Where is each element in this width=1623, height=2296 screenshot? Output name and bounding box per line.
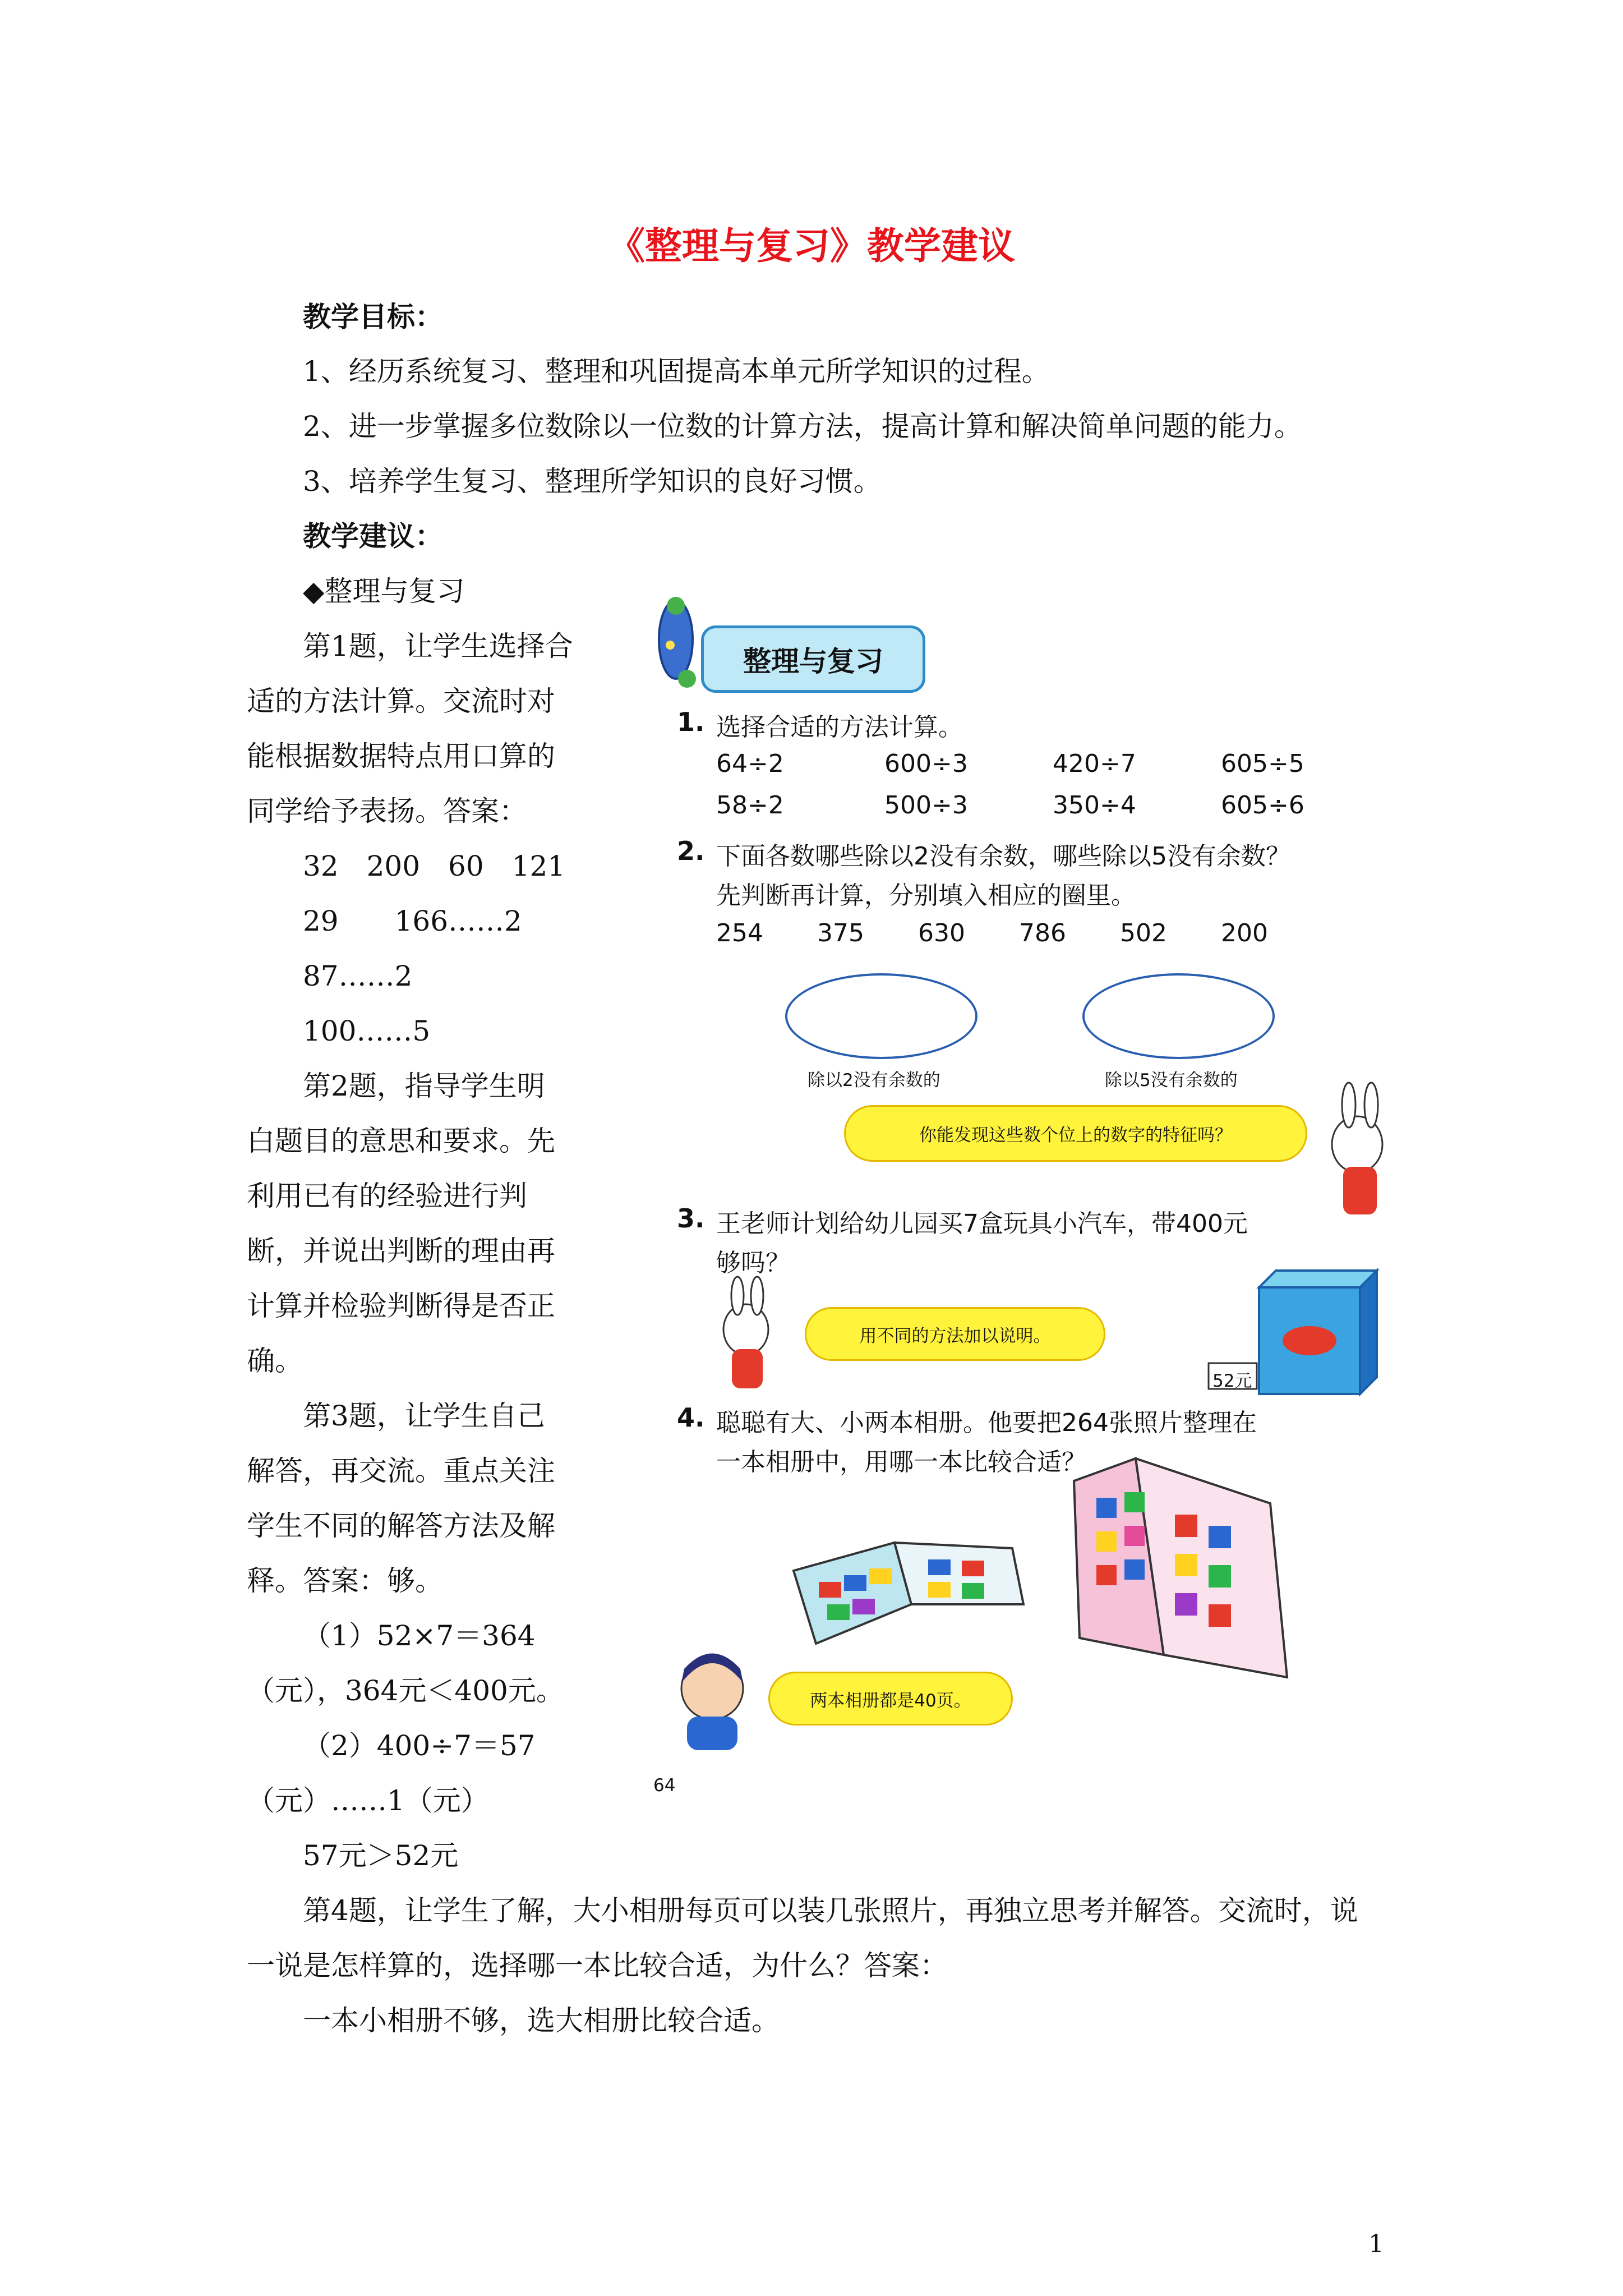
q4-number: 4. xyxy=(677,1402,705,1433)
answer-line: （元），364元＜400元。 xyxy=(247,1674,564,1707)
oval-divisible-by-2 xyxy=(785,973,978,1059)
page-title: 《整理与复习》教学建议 xyxy=(608,224,1015,268)
answer-line: （2）400÷7＝57 xyxy=(303,1729,536,1762)
boy-character-icon xyxy=(681,1654,743,1751)
goals-heading: 教学目标： xyxy=(303,300,443,333)
left-text-line: 同学给予表扬。答案： xyxy=(247,795,527,827)
bottom-text-line: 一本小相册不够，选大相册比较合适。 xyxy=(303,2004,780,2037)
big-album-icon xyxy=(1074,1458,1287,1677)
q4-text: 聪聪有大、小两本相册。他要把264张照片整理在 xyxy=(716,1409,1257,1437)
rabbit-character-icon xyxy=(723,1277,768,1388)
q1-expression: 350÷4 xyxy=(1053,791,1136,820)
q2-number-item: 200 xyxy=(1221,919,1268,947)
left-text-line: 解答，再交流。重点关注 xyxy=(247,1455,555,1487)
answer-line: 29 166……2 xyxy=(303,905,522,937)
bottom-text-line: 一说是怎样算的，选择哪一本比较合适，为什么？答案： xyxy=(247,1949,948,1982)
answer-line: （元）……1（元） xyxy=(247,1784,489,1817)
q1-expression: 600÷3 xyxy=(884,749,968,778)
left-text-line: 白题目的意思和要求。先 xyxy=(247,1125,555,1157)
q3-text: 王老师计划给幼儿园买7盒玩具小汽车，带400元 xyxy=(716,1209,1248,1238)
left-text-line: 第1题，让学生选择合 xyxy=(303,630,573,662)
small-album-icon xyxy=(794,1543,1023,1644)
q1-expression: 605÷5 xyxy=(1221,749,1304,778)
goal-item: 1、经历系统复习、整理和巩固提高本单元所学知识的过程。 xyxy=(303,355,1050,388)
hint-bubble: 用不同的方法加以说明。 xyxy=(805,1307,1105,1361)
page-number: 1 xyxy=(1368,2230,1384,2258)
left-text-line: 利用已有的经验进行判 xyxy=(247,1180,527,1212)
q1-number: 1. xyxy=(677,707,705,737)
left-text-line: 学生不同的解答方法及解 xyxy=(247,1510,555,1542)
hint-bubble: 你能发现这些数个位上的数字的特征吗？ xyxy=(844,1105,1307,1162)
q2-text: 下面各数哪些除以2没有余数，哪些除以5没有余数？ xyxy=(716,842,1290,871)
bottom-text-line: 第4题，让学生了解，大小相册每页可以装几张照片，再独立思考并解答。交流时，说 xyxy=(303,1894,1358,1927)
left-text-line: 断，并说出判断的理由再 xyxy=(247,1235,555,1267)
answer-line: 32 200 60 121 xyxy=(303,850,566,882)
q1-expression: 420÷7 xyxy=(1053,749,1136,778)
oval-divisible-by-5 xyxy=(1082,973,1275,1059)
oval1-label: 除以2没有余数的 xyxy=(808,1070,940,1091)
figure-header: 整理与复习 xyxy=(701,625,925,693)
q1-expression: 605÷6 xyxy=(1221,791,1304,820)
price-tag: 52元 xyxy=(1212,1371,1252,1391)
q2-number-item: 502 xyxy=(1120,919,1167,947)
left-text-line: 第2题，指导学生明 xyxy=(303,1070,545,1102)
suggest-heading: 教学建议： xyxy=(303,519,443,553)
q2-number-item: 630 xyxy=(918,919,965,947)
header-ornament-icon xyxy=(659,597,696,688)
q2-number-item: 786 xyxy=(1019,919,1066,947)
answer-line: 87……2 xyxy=(303,960,413,992)
q3-text: 够吗？ xyxy=(716,1249,790,1277)
rabbit-character-icon xyxy=(1332,1083,1382,1214)
section-label: ◆整理与复习 xyxy=(303,575,465,608)
q2-text: 先判断再计算，分别填入相应的圈里。 xyxy=(716,881,1136,910)
textbook-figure xyxy=(648,595,1410,1801)
q3-number: 3. xyxy=(677,1203,705,1234)
goal-item: 3、培养学生复习、整理所学知识的良好习惯。 xyxy=(303,465,882,498)
q2-number-item: 375 xyxy=(817,919,864,947)
q1-expression: 500÷3 xyxy=(884,791,968,820)
q1-expression: 64÷2 xyxy=(716,749,784,778)
figure-page-number: 64 xyxy=(653,1775,676,1796)
q1-expression: 58÷2 xyxy=(716,791,784,820)
answer-line: 100……5 xyxy=(303,1015,431,1047)
q4-text: 一本相册中，用哪一本比较合适？ xyxy=(716,1448,1086,1476)
q2-number: 2. xyxy=(677,836,705,866)
left-text-line: 计算并检验判断得是否正 xyxy=(247,1290,555,1322)
left-text-line: 第3题，让学生自己 xyxy=(303,1400,545,1432)
left-text-line: 适的方法计算。交流时对 xyxy=(247,685,555,717)
answer-line: 57元＞52元 xyxy=(303,1839,459,1872)
q1-text: 选择合适的方法计算。 xyxy=(716,713,963,742)
left-text-line: 确。 xyxy=(247,1345,303,1377)
q2-number-item: 254 xyxy=(716,919,763,947)
left-text-line: 能根据数据特点用口算的 xyxy=(247,740,555,772)
goal-item: 2、进一步掌握多位数除以一位数的计算方法，提高计算和解决简单问题的能力。 xyxy=(303,410,1302,443)
answer-line: （1）52×7＝364 xyxy=(303,1619,536,1652)
left-text-line: 释。答案：够。 xyxy=(247,1565,443,1597)
hint-bubble: 两本相册都是40页。 xyxy=(768,1672,1013,1726)
oval2-label: 除以5没有余数的 xyxy=(1105,1070,1238,1091)
